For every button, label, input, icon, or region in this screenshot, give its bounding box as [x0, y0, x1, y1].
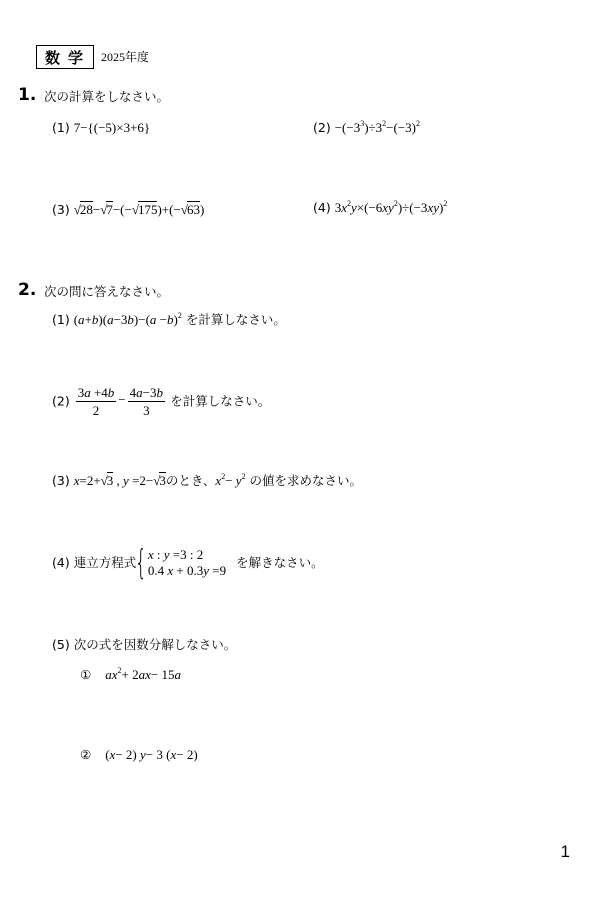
problem-label: (4)	[313, 200, 331, 215]
expression: (x− 2) y− 3 (x− 2)	[105, 747, 198, 762]
condition-text: のとき、	[165, 473, 216, 488]
question-2-3	[52, 472, 362, 488]
section1-number: 1.	[18, 85, 37, 105]
problem-label: (2)	[313, 120, 331, 135]
subquestion-1	[80, 668, 181, 682]
question-label: (2)	[52, 393, 70, 409]
section2-instruction: 次の問に答えなさい。	[44, 284, 170, 299]
expression: $-(-3^3)\div 3^2-(-3)^2$	[334, 119, 420, 135]
page-number: 1	[560, 842, 570, 861]
section2-number: 2.	[18, 280, 37, 300]
question-label: (4)	[52, 554, 70, 570]
subject-title: 数学	[44, 48, 91, 67]
problem-label: (1)	[52, 120, 70, 135]
expression: $\frac{3a +4b}{2}$ − $\frac{4a-3b}{3}$	[77, 385, 163, 418]
equation-system	[148, 547, 226, 580]
expression-target: $x^2- y^2$	[215, 472, 246, 488]
instruction-text: を計算しなさい。	[185, 312, 286, 327]
question-2-4	[52, 543, 324, 583]
expression: $(a+b)(a-3b)-(a -b)^2$	[73, 311, 182, 327]
left-brace: {	[135, 543, 147, 583]
year-label: 2025年度	[101, 50, 150, 64]
circle-number: ②	[80, 747, 92, 762]
problem-1-3	[52, 201, 204, 217]
question-label: (5)	[52, 637, 70, 652]
subquestion-2	[80, 748, 198, 762]
question-label: (3)	[52, 473, 70, 488]
question-2-1	[52, 313, 286, 327]
problem-label: (3)	[52, 202, 70, 217]
instruction-text: を解きなさい。	[236, 554, 324, 570]
circle-number: ①	[80, 667, 92, 682]
problem-1-4	[313, 201, 447, 215]
question-2-2	[52, 386, 270, 417]
question-label: (1)	[52, 312, 70, 327]
equation-1: x : y =3 : 2	[147, 546, 204, 562]
subject-box	[36, 45, 94, 69]
expression: $3x^2y\times(-6xy^2)\div(-3xy)^2$	[334, 199, 448, 215]
expression: $ax^2+ 2ax- 15a$	[105, 666, 181, 682]
expression-given: x=2+√3 , y =2−√3	[73, 473, 166, 488]
instruction-text: 次の式を因数分解しなさい。	[73, 637, 237, 652]
section1-instruction: 次の計算をしなさい。	[44, 89, 170, 104]
system-lead: 連立方程式	[73, 554, 137, 570]
expression: 7−{(−5)×3+6}	[73, 120, 151, 135]
problem-1-1	[52, 121, 150, 135]
instruction-text: の値を求めなさい。	[249, 473, 363, 488]
question-2-5	[52, 639, 236, 652]
equation-2: 0.4 x + 0.3y =9	[147, 563, 227, 578]
problem-1-2	[313, 121, 420, 135]
expression: √28−√7−(−√175)+(−√63)	[73, 202, 205, 217]
instruction-text: を計算しなさい。	[170, 393, 271, 409]
